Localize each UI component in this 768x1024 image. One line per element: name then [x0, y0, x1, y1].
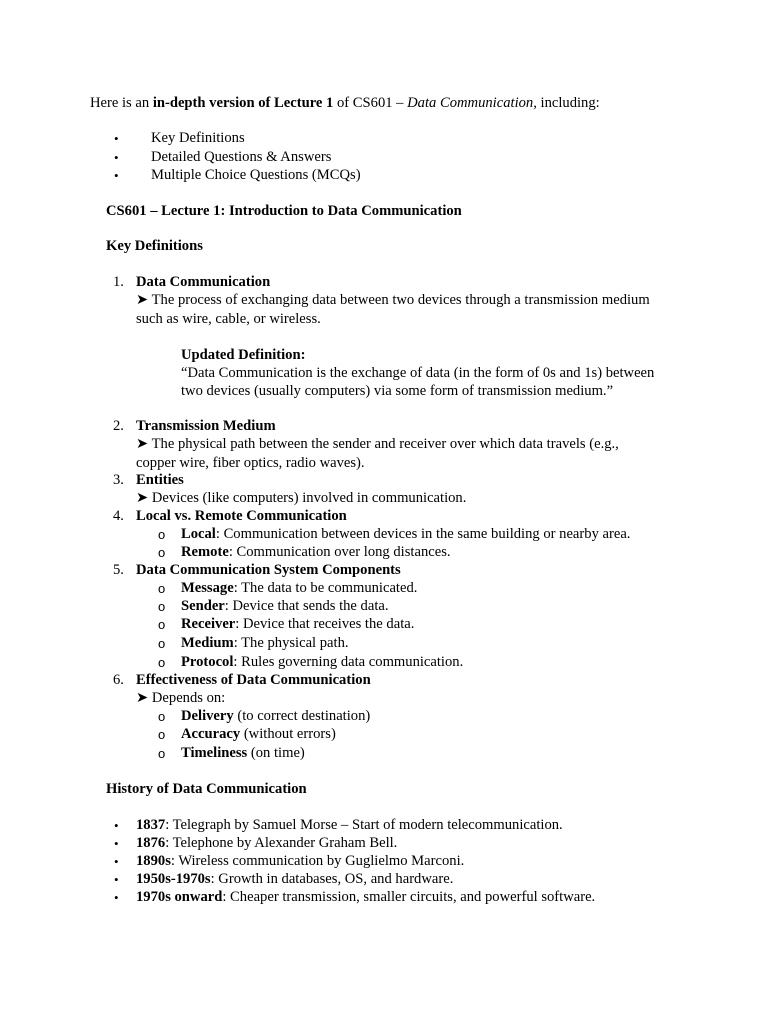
intro-italic: Data Communication	[407, 95, 534, 111]
term: Delivery	[181, 708, 234, 724]
term: Local	[181, 526, 216, 542]
arrow-icon: ➤	[136, 292, 149, 308]
bullet-icon: •	[114, 872, 119, 887]
sub-bullet-icon: o	[158, 636, 166, 651]
sub-list-item	[181, 615, 414, 633]
history-desc: : Growth in databases, OS, and hardware.	[210, 871, 454, 887]
intro-paragraph	[90, 94, 600, 112]
bullet-icon: •	[114, 150, 119, 165]
history-desc: : Telephone by Alexander Graham Bell.	[165, 835, 398, 851]
sub-list-item	[181, 597, 389, 615]
bullet-icon: •	[114, 168, 119, 183]
intro-prefix: Here is an	[90, 95, 153, 111]
sub-bullet-icon: o	[158, 727, 166, 742]
term: Receiver	[181, 616, 236, 632]
list-number: 2.	[113, 418, 124, 434]
history-item	[136, 816, 563, 834]
history-year: 1876	[136, 835, 166, 851]
sub-bullet-icon: o	[158, 545, 166, 560]
bullet-icon: •	[114, 131, 119, 146]
list-number: 6.	[113, 672, 124, 688]
list-item: Detailed Questions & Answers	[151, 149, 332, 165]
history-year: 1837	[136, 817, 166, 833]
definition-title: Local vs. Remote Communication	[136, 508, 347, 524]
sub-bullet-icon: o	[158, 527, 166, 542]
term: Message	[181, 580, 234, 596]
list-number: 1.	[113, 274, 124, 290]
definition-desc	[136, 291, 650, 309]
history-year: 1950s-1970s	[136, 871, 211, 887]
sub-bullet-icon: o	[158, 746, 166, 761]
list-number: 4.	[113, 508, 124, 524]
history-desc: : Telegraph by Samuel Morse – Start of modern telecommunication.	[165, 817, 563, 833]
bullet-icon: •	[114, 836, 119, 851]
definition-title: Data Communication System Components	[136, 562, 401, 578]
bullet-icon: •	[114, 854, 119, 869]
section-heading-history: History of Data Communication	[106, 781, 307, 797]
intro-suffix: , including:	[533, 95, 600, 111]
history-item	[136, 834, 397, 852]
sub-list-item	[181, 653, 463, 671]
history-item	[136, 870, 453, 888]
sub-bullet-icon: o	[158, 581, 166, 596]
intro-bold: in-depth version of Lecture 1	[152, 95, 334, 111]
term: Sender	[181, 598, 225, 614]
updated-definition-text: “Data Communication is the exchange of data (in the form of 0s and 1s) between	[181, 365, 655, 381]
sub-bullet-icon: o	[158, 617, 166, 632]
lecture-title: CS601 – Lecture 1: Introduction to Data Communication	[106, 203, 462, 219]
sub-list-item	[181, 543, 451, 561]
sub-bullet-icon: o	[158, 655, 166, 670]
term-desc: : Device that receives the data.	[235, 616, 415, 632]
term-desc: : Communication over long distances.	[228, 544, 451, 560]
sub-bullet-icon: o	[158, 599, 166, 614]
definition-desc-cont: copper wire, fiber optics, radio waves).	[136, 455, 365, 471]
section-heading-key-definitions: Key Definitions	[106, 238, 203, 254]
term-desc: (to correct destination)	[233, 708, 371, 724]
definition-title: Data Communication	[136, 274, 271, 290]
term-desc: : Device that sends the data.	[224, 598, 389, 614]
sub-list-item	[181, 707, 370, 725]
definition-desc: ➤ Depends on:	[136, 690, 226, 706]
definition-title: Effectiveness of Data Communication	[136, 672, 371, 688]
desc-text: The process of exchanging data between two devices through a transmission medium	[148, 292, 650, 308]
history-desc: : Wireless communication by Guglielmo Marconi.	[170, 853, 465, 869]
term-desc: : Communication between devices in the same building or nearby area.	[215, 526, 631, 542]
list-item: Multiple Choice Questions (MCQs)	[151, 167, 361, 183]
bullet-icon: •	[114, 890, 119, 905]
sub-list-item	[181, 634, 349, 652]
updated-definition-title: Updated Definition:	[181, 347, 306, 363]
definition-title: Entities	[136, 472, 184, 488]
term-desc: (without errors)	[240, 726, 336, 742]
term-desc: : Rules governing data communication.	[233, 654, 464, 670]
term-desc: : The data to be communicated.	[233, 580, 418, 596]
term-desc: : The physical path.	[233, 635, 349, 651]
term: Accuracy	[181, 726, 241, 742]
list-number: 5.	[113, 562, 124, 578]
term: Remote	[181, 544, 229, 560]
sub-bullet-icon: o	[158, 709, 166, 724]
list-number: 3.	[113, 472, 124, 488]
list-item: Key Definitions	[151, 130, 245, 146]
definition-desc-cont: such as wire, cable, or wireless.	[136, 311, 321, 327]
history-item	[136, 888, 595, 906]
term: Medium	[181, 635, 234, 651]
intro-middle: of CS601 –	[333, 95, 408, 111]
history-year: 1890s	[136, 853, 171, 869]
history-year: 1970s onward	[136, 889, 223, 905]
definition-desc: ➤ The physical path between the sender and receiver over which data travels (e.g.,	[136, 436, 619, 452]
definition-title: Transmission Medium	[136, 418, 276, 434]
updated-definition-text-cont: two devices (usually computers) via some form of transmission medium.”	[181, 383, 614, 399]
sub-list-item	[181, 725, 336, 743]
sub-list-item	[181, 744, 305, 762]
bullet-icon: •	[114, 818, 119, 833]
term: Protocol	[181, 654, 234, 670]
sub-list-item	[181, 525, 630, 543]
term: Timeliness	[181, 745, 248, 761]
history-desc: : Cheaper transmission, smaller circuits, and powerful software.	[222, 889, 596, 905]
sub-list-item	[181, 579, 417, 597]
history-item	[136, 852, 464, 870]
definition-desc: ➤ Devices (like computers) involved in communication.	[136, 490, 467, 506]
term-desc: (on time)	[247, 745, 305, 761]
